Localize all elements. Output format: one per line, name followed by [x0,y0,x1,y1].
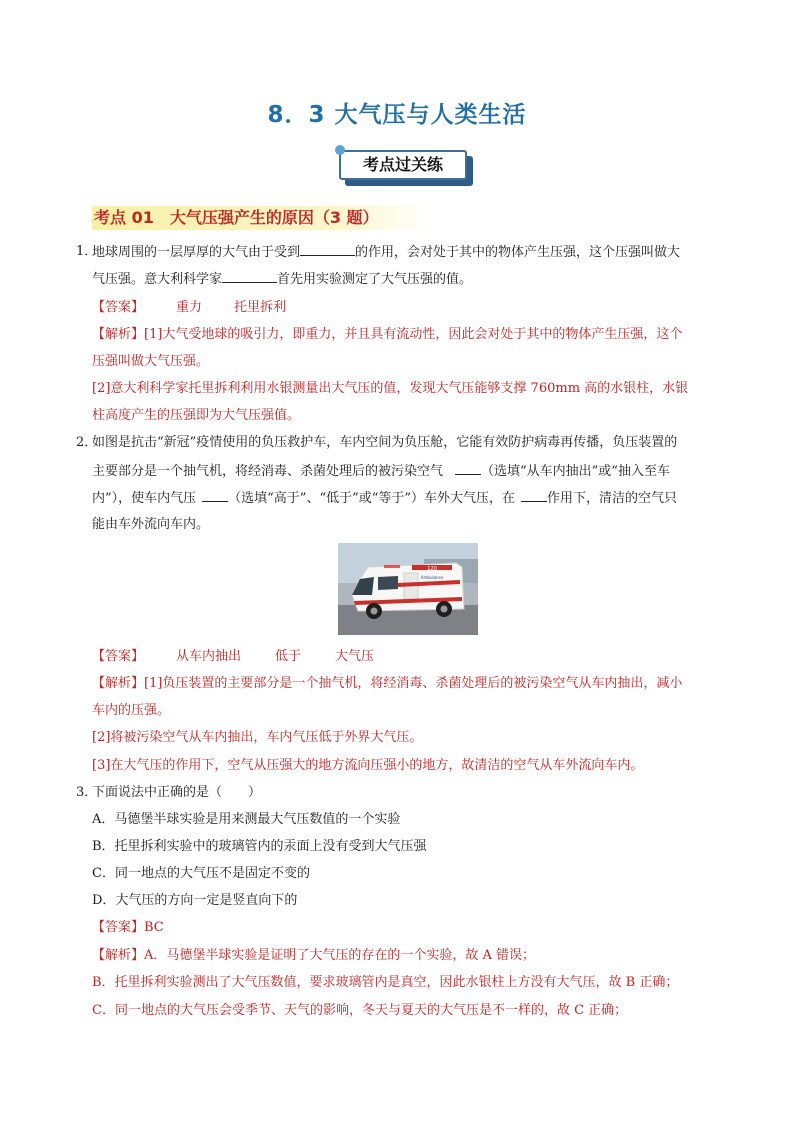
q2-stem-line3 [92,489,677,508]
q1-explanation-1: [1]大气受地球的吸引力，即重力，并且具有流动性，因此会对处于其中的物体产生压强，这个 [144,327,683,342]
q2-explanation-4: [3]在大气压的作用下，空气从压强大的地方流向压强小的地方，故清洁的空气从车外流向车内。 [92,758,644,773]
section-heading: 考点 01 大气压强产生的原因（3 题） [92,206,434,230]
q2-stem-text-a: 主要部分是一个抽气机，将经消毒、杀菌处理后的被污染空气 [92,464,444,479]
q3-answer-line [92,919,164,937]
q1-number: 1． [76,244,98,259]
q2-stem-text-b: （选填“从车内抽出”或“抽入至车 [481,464,670,479]
q3-option-a: A．马德堡半球实验是用来测最大气压数值的一个实验 [92,812,401,827]
q2-explanation-1: [1]负压装置的主要部分是一个抽气机，将经消毒、杀菌处理后的被污染空气从车内抽出，减小 [144,676,683,691]
q3-option-d: D．大气压的方向一定是竖直向下的 [92,893,298,908]
q2-answer-label: 【答案】 [92,649,145,664]
q1-stem-text-a: 地球周围的一层厚厚的大气由于受到 [92,245,301,260]
q2-blank-2 [202,489,228,502]
ambulance-side-label: Ambulance [420,575,444,580]
q1-blank-1 [300,243,355,256]
q2-stem-line2 [92,462,670,481]
ambulance-photo [338,543,478,635]
q1-answer-line [92,299,286,317]
page-title: 8．3 大气压与人类生活 [267,102,527,128]
q1-explanation-3: [2]意大利科学家托里拆利利用水银测量出大气压的值，发现大气压能够支撑 760mm 高的水银柱，水银 [92,381,689,396]
q3-answer: BC [144,920,164,935]
q2-number: 2． [76,435,98,450]
q1-explanation-label: 【解析】 [92,327,145,342]
q3-explanation-2: B．托里拆利实验测出了大气压数值，要求玻璃管内是真空，因此水银柱上方没有大气压，故 B 正确； [92,975,679,990]
q2-blank-3 [521,489,547,502]
q3-explanation-1: A．马德堡半球实验是证明了大气压的存在的一个实验，故 A 错误； [144,948,536,963]
q3-explanation-line1 [92,947,535,965]
q3-answer-label: 【答案】 [92,920,145,935]
q3-number: 3． [76,785,98,800]
q2-explanation-line1 [92,675,682,693]
q2-explanation-2: 车内的压强。 [92,703,171,718]
q1-stem-text-b: 的作用，会对处于其中的物体产生压强，这个压强叫做大 [355,245,681,260]
q1-answer-label: 【答案】 [92,300,145,315]
q2-stem-text-c: 内”），使车内气压 [92,491,197,506]
badge-label: 考点过关练 [339,150,467,180]
q1-stem-text-c: 气压强。意大利科学家 [92,272,223,287]
ambulance-illustration [338,543,478,635]
q3-option-b: B．托里拆利实验中的玻璃管内的汞面上没有受到大气压强 [92,839,427,854]
ambulance-roof-number: 120 [427,566,437,572]
q2-answer-line [92,648,374,666]
q2-stem-text-e: 作用下，清洁的空气只 [547,491,678,506]
q2-answer-3: 大气压 [335,649,375,664]
q2-answer-1: 从车内抽出 [176,649,242,664]
section-badge [339,150,475,190]
q1-stem-line2 [92,270,472,289]
q3-explanation-label: 【解析】 [92,948,145,963]
q1-stem-text-d: 首先用实验测定了大气压强的值。 [277,272,473,287]
q2-blank-1 [455,462,481,475]
q3-stem: 下面说法中正确的是（ ） [92,785,262,800]
q1-explanation-2: 压强叫做大气压强。 [92,354,210,369]
q2-explanation-3: [2]将被污染空气从车内抽出，车内气压低于外界大气压。 [92,730,423,745]
q3-option-c: C．同一地点的大气压不是固定不变的 [92,866,310,881]
q2-stem-line1: 如图是抗击“新冠”疫情使用的负压救护车，车内空间为负压舱，它能有效防护病毒再传播，负压装置的 [92,435,678,450]
q1-explanation-line1 [92,326,682,344]
q1-explanation-4: 柱高度产生的压强即为大气压强值。 [92,408,301,423]
q2-explanation-label: 【解析】 [92,676,145,691]
badge-pin-icon [335,145,345,155]
q3-explanation-3: C．同一地点的大气压会受季节、天气的影响，冬天与夏天的大气压是不一样的，故 C 正确； [92,1003,628,1018]
q2-answer-2: 低于 [275,649,302,664]
q1-blank-2 [222,270,277,283]
q1-stem-line1 [92,243,680,262]
q2-stem-line4: 能由车外流向车内。 [92,517,210,532]
q1-answer-2: 托里拆利 [234,300,287,315]
q2-stem-text-d: （选填“高于”、“低于”或“等于”）车外大气压，在 [228,491,516,506]
q1-answer-1: 重力 [176,300,203,315]
